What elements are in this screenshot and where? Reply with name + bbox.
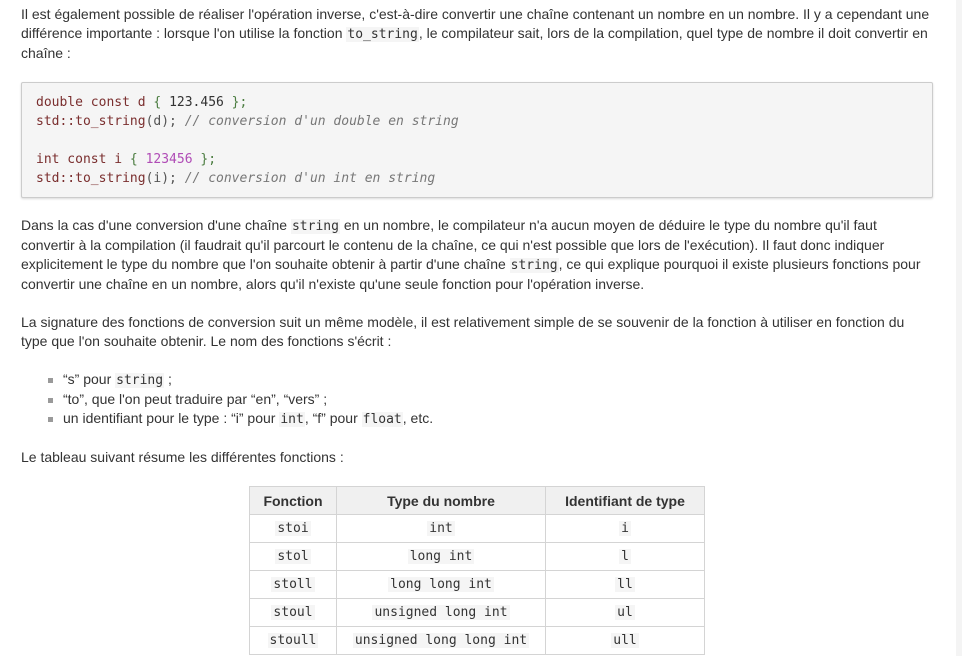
cell-code: stoull	[269, 633, 317, 648]
text: ;	[164, 371, 172, 387]
code-token: std::to_string	[36, 171, 146, 186]
code-token: 123.456	[169, 95, 224, 110]
table-cell	[337, 515, 546, 543]
cell-code: unsigned long int	[374, 605, 508, 620]
inline-code: to_string	[347, 27, 418, 42]
table-cell	[337, 599, 546, 627]
text: , etc.	[402, 410, 434, 426]
table-row	[250, 571, 705, 599]
text: “s” pour	[63, 371, 116, 387]
table-cell	[250, 543, 337, 571]
cell-code: stoll	[273, 577, 313, 592]
code-token: double const d	[36, 95, 154, 110]
paragraph-intro	[21, 5, 933, 63]
code-block	[21, 82, 933, 198]
table-cell	[337, 627, 546, 655]
table-row	[250, 627, 705, 655]
inline-code: int	[280, 412, 304, 427]
list-item: “to”, que l'on peut traduire par “en”, “vers” ;	[63, 390, 933, 409]
column-header: Fonction	[250, 487, 337, 515]
cell-code: ll	[617, 577, 633, 592]
paragraph-table-intro: Le tableau suivant résume les différentes fonctions :	[21, 449, 344, 465]
table-cell	[250, 571, 337, 599]
list-item	[63, 409, 933, 429]
text: en un nombre, le compilateur n'a aucun moyen de déduire le type du nombre qu'il faut convertir à la compilation (il faudrait qu'il parcourt le contenu de la chaîne, ce qui n'est possible que lors de l'exécution). Il faut donc indiquer explicitement le type du nombre que l'on souhaite obtenir à partir d'une chaîne	[21, 217, 885, 272]
inline-code: string	[291, 219, 339, 234]
table-cell	[250, 627, 337, 655]
table-row	[250, 543, 705, 571]
table-cell	[546, 599, 705, 627]
cell-code: l	[621, 549, 629, 564]
table-cell	[250, 515, 337, 543]
code-comment: // conversion d'un int en string	[184, 171, 436, 186]
text: , “f” pour	[304, 410, 362, 426]
code-token: std::to_string	[36, 114, 146, 129]
naming-list	[21, 370, 933, 429]
code-token: (i);	[145, 171, 185, 186]
inline-code: float	[362, 412, 402, 427]
code-token: };	[223, 95, 248, 110]
cell-code: i	[621, 521, 629, 536]
code-comment: // conversion d'un double en string	[184, 114, 459, 129]
table-cell	[546, 571, 705, 599]
cell-code: long long int	[390, 577, 492, 592]
table-cell	[546, 515, 705, 543]
table-cell	[546, 627, 705, 655]
text: , ce qui explique pourquoi il existe plusieurs fonctions pour convertir une chaîne en un nombre, alors qu'il n'existe qu'une seule fonction pour l'opération inverse.	[21, 256, 921, 292]
vertical-scrollbar[interactable]	[956, 0, 962, 656]
code-token: (d);	[145, 114, 185, 129]
inline-code: string	[510, 258, 558, 273]
conversion-functions-table	[249, 486, 705, 655]
cell-code: stoi	[277, 521, 309, 536]
table-cell	[546, 543, 705, 571]
paragraph-signature: La signature des fonctions de conversion suit un même modèle, il est relativement simple de se souvenir de la fonction à utiliser en fonction du type que l'on souhaite obtenir. Le nom des fonctions s'écrit :	[21, 314, 905, 349]
table-row	[250, 515, 705, 543]
cell-code: ull	[613, 633, 637, 648]
code-token: {	[153, 95, 170, 110]
text: un identifiant pour le type : “i” pour	[63, 410, 280, 426]
table-row	[250, 599, 705, 627]
cell-code: long int	[409, 549, 473, 564]
cell-code: stol	[277, 549, 309, 564]
table-header-row	[250, 487, 705, 515]
list-item	[63, 370, 933, 390]
cell-code: stoul	[273, 605, 313, 620]
cell-code: int	[429, 521, 453, 536]
inline-code: string	[116, 373, 164, 388]
table-cell	[337, 543, 546, 571]
cell-code: ul	[617, 605, 633, 620]
code-token: 123456	[145, 152, 193, 167]
text: , le compilateur sait, lors de la compilation, quel type de nombre il doit convertir en chaîne :	[21, 25, 928, 61]
code-token: {	[129, 152, 146, 167]
table-cell	[250, 599, 337, 627]
article-content	[21, 5, 933, 467]
table-cell	[337, 571, 546, 599]
code-token: };	[192, 152, 217, 167]
code-token: int const i	[36, 152, 130, 167]
text: Dans la cas d'une conversion d'une chaîne	[21, 217, 291, 233]
column-header: Type du nombre	[337, 487, 546, 515]
paragraph-conversion	[21, 216, 933, 294]
column-header: Identifiant de type	[546, 487, 705, 515]
cell-code: unsigned long long int	[354, 633, 528, 648]
text: Il est également possible de réaliser l'opération inverse, c'est-à-dire convertir une chaîne contenant un nombre en un nombre. Il y a cependant une différence importante : lorsque l'on utilise la fonction	[21, 6, 930, 41]
